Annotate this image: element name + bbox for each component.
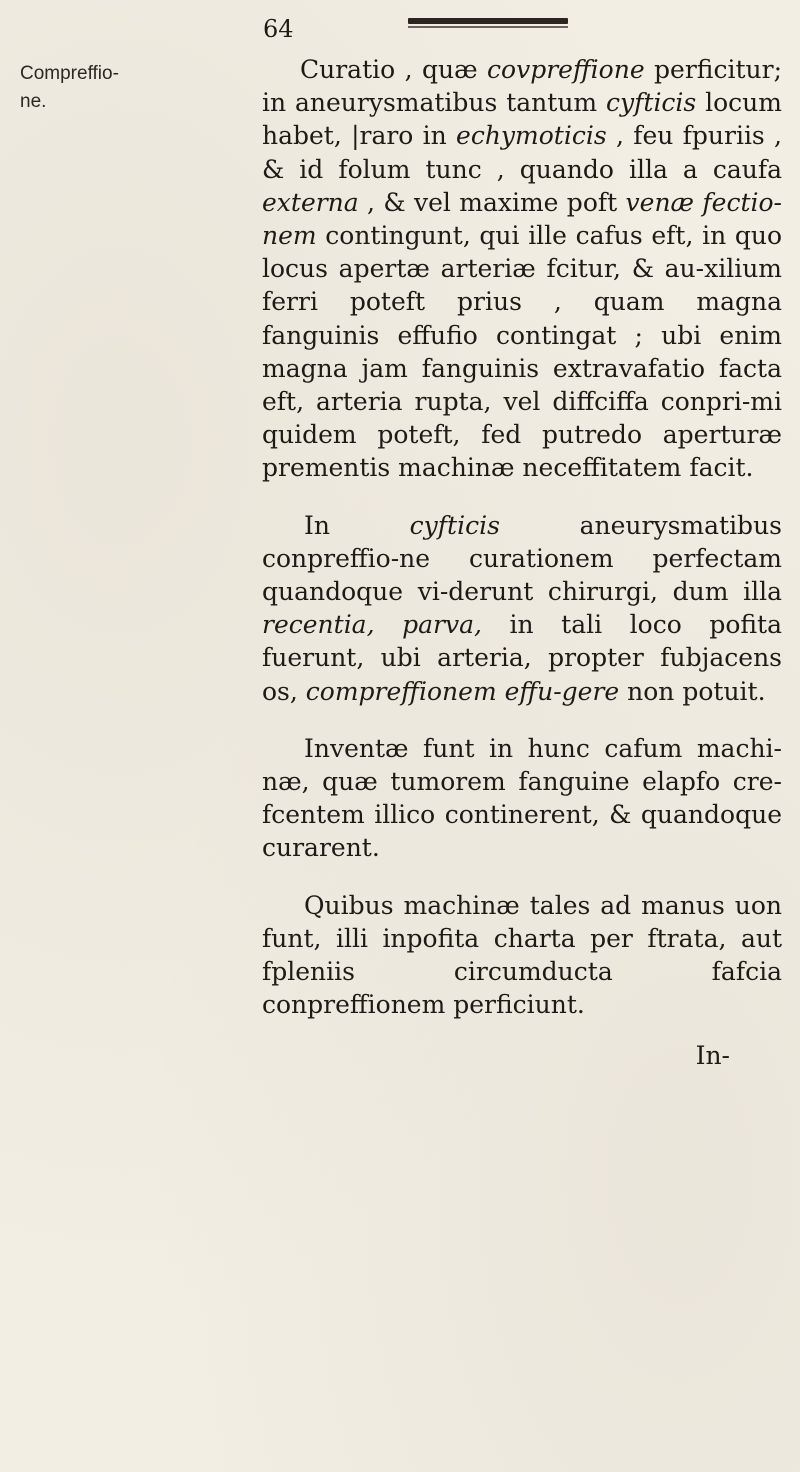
italic-run: externa bbox=[262, 187, 359, 217]
text-run: Inventæ funt in hunc cafum machi-næ, quæ tumorem fanguine elapfo cre-fcentem illico continerent, & quandoque curarent. bbox=[262, 733, 782, 863]
text-run: aneurysmatibus conpreffio-ne curationem perfectam quandoque vi-derunt chirurgi, dum illa bbox=[262, 510, 782, 607]
italic-run: covpreffione bbox=[487, 55, 645, 84]
italic-run: recentia, parva, bbox=[262, 610, 482, 640]
body-text bbox=[262, 53, 782, 1073]
italic-run: venæ fectio-nem bbox=[262, 187, 782, 251]
header-rule-thin bbox=[408, 26, 568, 28]
paragraph-2 bbox=[262, 509, 782, 708]
text-run: Curatio , quæ bbox=[300, 55, 488, 84]
header-rule bbox=[408, 18, 568, 24]
text-run: Quibus machinæ tales ad manus uon funt, illi inpofita charta per ftrata, aut fpleniis circumducta fafcia conpreffionem perficiunt. bbox=[262, 890, 782, 1020]
paragraph-3 bbox=[262, 732, 782, 865]
text-run: non potuit. bbox=[619, 676, 766, 706]
italic-run: compreffionem effu-gere bbox=[305, 676, 620, 706]
text-run: contingunt, qui ille cafus eft, in quo locus apertæ arteriæ fcitur, & au-xilium ferri poteft prius , quam magna fanguinis effufio contingat ; ubi enim magna jam fanguinis extravafatio facta eft, arteria rupta, vel diffciffa conpri-mi quidem poteft, fed putredo aperturæ prementis machinæ neceffitatem facit. bbox=[262, 221, 782, 483]
marginal-note-line-2: ne. bbox=[20, 91, 47, 112]
text-run: in tali loco pofita fuerunt, ubi arteria, propter fubjacens os, bbox=[262, 610, 782, 706]
catchword: In- bbox=[695, 1041, 730, 1071]
paragraph-4 bbox=[262, 889, 782, 1022]
text-run: , feu fpuriis , & id folum tunc , quando illa a caufa bbox=[262, 121, 782, 184]
text-run: perficitur; in aneurysmatibus tantum bbox=[262, 55, 782, 118]
marginal-note-line-1: Compreffio- bbox=[20, 63, 119, 84]
italic-run: cyfticis bbox=[606, 88, 697, 118]
paragraph-1 bbox=[262, 53, 782, 485]
italic-run: echymoticis bbox=[456, 121, 607, 151]
page-number: 64 bbox=[263, 15, 294, 43]
text-run: locum habet, |raro in bbox=[262, 88, 782, 151]
italic-run: cyfticis bbox=[409, 510, 500, 540]
text-run: In bbox=[304, 510, 410, 540]
marginal-note bbox=[20, 60, 118, 116]
text-run: , & vel maxime poft bbox=[358, 187, 626, 217]
